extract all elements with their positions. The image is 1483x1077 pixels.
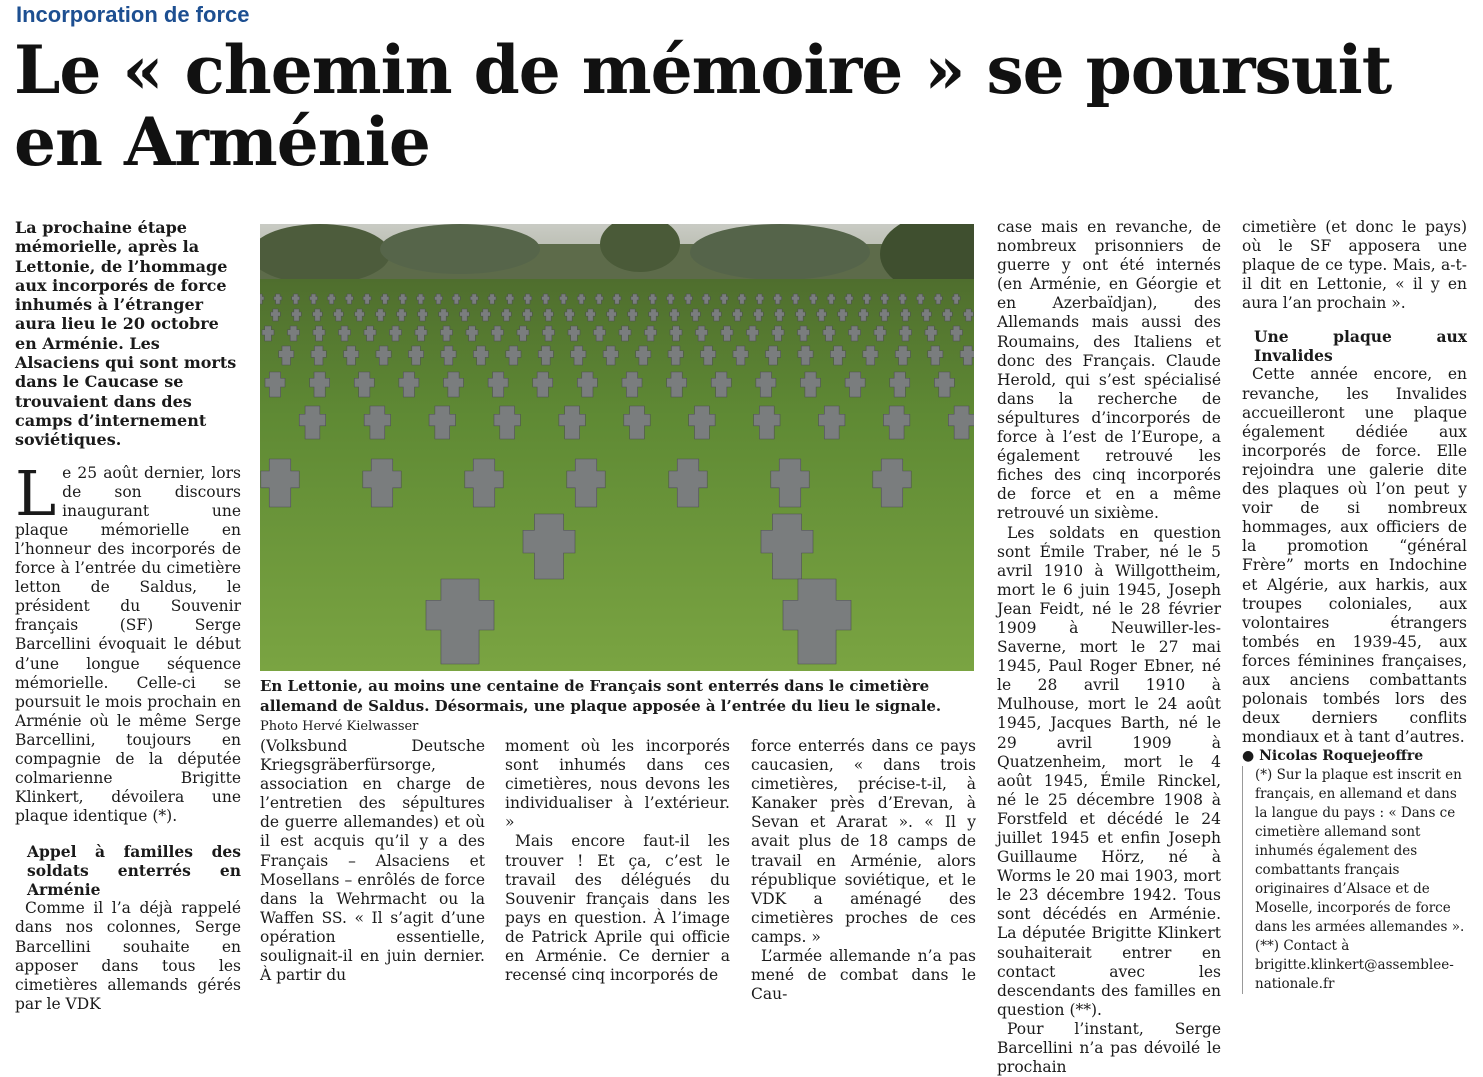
headline [14,31,1474,181]
footnotes [1242,766,1467,994]
body-paragraph: Cette année encore, en revanche, les Invalides accueilleront une plaque également dédiée aux incorporés de force. Elle rejoindra une galerie dite des plaques où l’on peut y voir de si nombreux hommages, aux officiers de la promotion “général Frère” morts en Indochine et Algérie, aux harkis, aux troupes coloniales, aux volontaires étrangers tombés en 1939-45, aux forces féminines françaises, aux anciens combattants polonais tombés lors des deux derniers conflits mondiaux et à tant d’autres. [1242,365,1467,747]
headline-line-2: en Arménie [14,103,430,181]
dropcap: L [15,456,57,530]
body-paragraph: Pour l’instant, Serge Barcellini n’a pas dévoilé le prochain [997,1019,1221,1077]
body-paragraph: case mais en revanche, de nombreux prisonniers de guerre y ont été internés (en Arménie, en Géorgie et en Azerbaïdjan), des Allemands mais aussi des Roumains, des Italiens et donc des Français. Claude Herold, qui s’est spécialisé dans la recherche de sépultures d’incorporés de force à l’est de l’Europe, a également retrouvé les fiches des cinq incorporés de force et en a même retrouvé un sixième. [997,218,1221,523]
column-3 [505,737,730,985]
body-paragraph: Le 25 août dernier, lors de son discours inaugurant une plaque mémorielle en l’honneur des incorporés de force à l’entrée du cimetière letton de Saldus, le président du Souvenir français (SF) Serge Barcellini évoquait le début d’une longue séquence mémorielle. Celle-ci se poursuit le mois prochain en Arménie où le même Serge Barcellini, toujours en compagnie de la députée colmarienne Brigitte Klinkert, dévoilera une plaque identique (*). [15,456,241,826]
column-5 [997,218,1221,1077]
signature: ● Nicolas Roquejeoffre [1242,748,1424,765]
body-paragraph: Les soldats en question sont Émile Traber, né le 5 avril 1910 à Willgottheim, mort le 6 juin 1945, Joseph Jean Feidt, né le 28 février 1909 à Neuwiller-les-Saverne, mort le 27 mai 1945, Paul Roger Ebner, né le 28 avril 1910 à Mulhouse, mort le 24 août 1945, Jacques Barth, né le 29 avril 1909 à Quatzenheim, mort le 4 août 1945, Émile Rinckel, né le 25 décembre 1908 à Forstfeld et décédé le 24 juillet 1945 et enfin Joseph Guillaume Hörz, né à Worms le 20 mai 1903, mort le 23 décembre 1942. Tous sont décédés en Arménie. La députée Brigitte Klinkert souhaiterait entrer en contact avec les descendants des familles en question (**). [997,523,1221,1019]
footnote-1: (*) Sur la plaque est inscrit en français, en allemand et dans la langue du pays : « Dans ce cimetière allemand sont inhumés également des combattants français originaires d’Alsace et de Moselle, incorporés de force dans les armées allemandes ». [1255,767,1465,936]
subhead-appel: Appel à familles des soldats enterrés en Arménie [27,842,241,900]
body-paragraph: moment où les incorporés sont inhumés dans ces cimetières, nous devons les individualiser à l’extérieur. » [505,737,730,832]
chapo: La prochaine étape mémorielle, après la Lettonie, de l’hommage aux incorporés de force inhumés à l’étranger aura lieu le 20 octobre en Arménie. Les Alsaciens qui sont morts dans le Caucase se trouvaient dans des camps d’internement soviétiques. [15,218,237,450]
caption-text: En Lettonie, au moins une centaine de Français sont enterrés dans le cimetière allemand de Saldus. Désormais, une plaque apposée à l’entrée du lieu le signale. [260,677,942,715]
column-1 [15,218,241,1014]
cemetery-photo [260,224,974,671]
body-paragraph: Mais encore faut-il les trouver ! Et ça, c’est le travail des délégués du Souvenir français dans les pays en question. À l’image de Patrick Aprile qui officie en Arménie. Ce dernier a recensé cinq incorporés de [505,832,730,985]
subhead-invalides: Une plaque aux Invalides [1254,327,1467,366]
headline-line-1: Le « chemin de mémoire » se poursuit [14,31,1392,109]
photo-caption [260,677,975,737]
body-paragraph: L’armée allemande n’a pas mené de combat dans le Cau- [751,947,976,1004]
column-4 [751,737,976,1004]
column-6 [1242,218,1467,994]
body-paragraph: Comme il l’a déjà rappelé dans nos colonnes, Serge Barcellini souhaite en apposer dans tous les cimetières allemands gérés par le VDK [15,899,241,1013]
footnote-2: (**) Contact à brigitte.klinkert@assemblee-nationale.fr [1255,938,1454,993]
column-2 [260,737,485,985]
body-paragraph: (Volksbund Deutsche Kriegsgräberfürsorge, association en charge de l’entretien des sépultures de guerre allemandes) et où il est acquis qu’il y a des Français – Alsaciens et Mosellans – enrôlés de force dans la Wehrmacht ou la Waffen SS. « Il s’agit d’une opération essentielle, soulignait-il en juin dernier. À partir du [260,737,485,985]
photo-credit: Photo Hervé Kielwasser [260,719,419,734]
body-paragraph: force enterrés dans ce pays caucasien, « dans trois cimetières, précise-t-il, à Kanaker près d’Erevan, à Sevan et Ararat ». « Il y avait plus de 18 camps de travail en Arménie, alors république soviétique, et le VDK a aménagé des cimetières proches de ces camps. » [751,737,976,946]
body-paragraph: cimetière (et donc le pays) où le SF apposera une plaque de ce type. Mais, a-t-il dit en Lettonie, « il y en aura l’an prochain ». [1242,218,1467,313]
kicker: Incorporation de force [16,2,250,27]
